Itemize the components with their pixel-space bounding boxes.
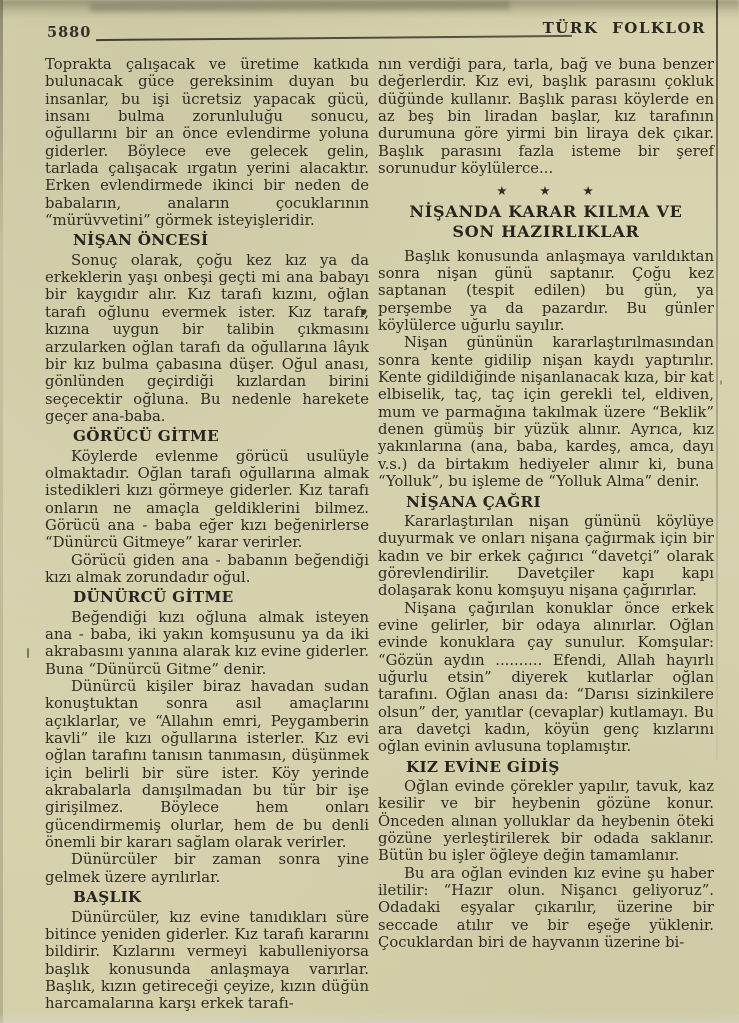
right-column (378, 56, 714, 951)
paragraph: Kararlaştırılan nişan gününü köylüye duyurmak ve onları nişana çağırmak için bir kadın ve bir erkek çağırıcı “davetçi” olarak görevlendirilir. Davetçiler kapı kapı dolaşarak konu komşuyu nişana çağırırlar. (378, 512, 714, 600)
scan-left-edge-shadow (0, 0, 3, 1023)
paragraph: Oğlan evinde çörekler yapılır, tavuk, kaz kesilir ve bir heybenin gözüne konur. Önceden alınan yolluklar da heybenin öteki gözüne yerleştirilerek bir odada saklanır. Bütün bu işler öğleye değin tamamlanır. (378, 778, 714, 865)
section-heading-nisana-cagri: NİŞANA ÇAĞRI (406, 492, 541, 511)
section-heading-baslik: BAŞLIK (73, 888, 142, 907)
scan-gutter-line (716, 0, 718, 760)
ink-speck (720, 380, 722, 385)
paragraph: Dünürcüler, kız evine tanıdıkları süre bitince yeniden giderler. Kız tarafı kararını bildirir. Kızlarını vermeyi kabulleniyorsa başlık konusunda anlaşmaya varırlar. Başlık, kızın getireceği çeyize, kızın düğün harcamalarına karşı erkek tarafı- (45, 908, 369, 1013)
paragraph: Köylerde evlenme görücü usulüyle olmaktadır. Oğlan tarafı oğullarına almak istedikleri kızı görmeye giderler. Kız tarafı onların ne amaçla geldiklerini bilmez. Görücü ana - baba eğer kızı beğenirlerse “Dünürcü Gitmeye” karar verirler. (45, 447, 369, 552)
paragraph: nın verdiği para, tarla, bağ ve buna benzer değerlerdir. Kız evi, başlık parasını çokluk düğünde kullanır. Başlık parası köylerde en az beş bin liradan başlar, kız tarafının durumuna göre yirmi bin liraya dek çıkar. Başlık parasını fazla isteme bir şeref sorunudur köylülerce... (378, 56, 714, 178)
paragraph: Başlık konusunda anlaşmaya varıldıktan sonra nişan günü saptanır. Çoğu kez saptanan (tespit edilen) bu gün, ya perşembe ya da pazardır. Bu günler köylülerce uğurlu sayılır. (378, 247, 714, 335)
paragraph: Görücü giden ana - babanın beğendiği kızı almak zorundadır oğul. (45, 551, 369, 586)
journal-title: TÜRK FOLKLOR (542, 19, 706, 37)
scan-bottom-band (0, 1013, 739, 1023)
paragraph: Dünürcüler bir zaman sonra yine gelmek üzere ayrılırlar. (45, 851, 369, 886)
paragraph: Bu ara oğlan evinden kız evine şu haber iletilir: “Hazır olun. Nişancı geliyoruz”. Odadaki eşyalar çıkarılır, üzerine bir seccade atılır ve bir eşeğe yüklenir. Çocuklardan biri de hayvanın üzerine bi- (378, 864, 714, 952)
section-heading-kiz-evine-gidis: KIZ EVİNE GİDİŞ (406, 757, 560, 776)
ink-speck (27, 648, 29, 658)
left-column (45, 56, 369, 1013)
paragraph: Dünürcü kişiler biraz havadan sudan konuştuktan sonra asıl amaçlarını açıklarlar, ve “Allahın emri, Peygamberin kavli” ile kızı oğullarına isterler. Kız evi oğlan tarafını tanısın tanımasın, düşünmek için belirli bir süre ister. Köy yerinde akrabalarla danışılmadan bu tür bir işe girişilmez. Böylece hem onları gücendirmemiş olurlar, hem de bu denli önemli bir kararı sağlam olarak verirler. (45, 678, 369, 852)
section-heading-gorucu-gitme: GÖRÜCÜ GİTME (73, 427, 220, 446)
section-heading-nisanda-karar-kilma: NİŞANDA KARAR KILMA VE SON HAZIRLIKLAR (409, 201, 683, 242)
paragraph: Sonuç olarak, çoğu kez kız ya da erkeklerin yaşı onbeşi geçti mi ana babayı bir kaygıdır alır. Kız tarafı kızını, oğlan tarafı oğlunu evermek ister. Kız tarafı, kızına uygun bir talibin çıkmasını arzularken oğlan tarafı da oğullarına lâyık bir kız bulma çabasına düşer. Oğul anası, gönlünden geçirdiği kızlardan birini seçecektir oğluna. Bu nedenle harekete geçer ana-baba. (45, 251, 369, 425)
paragraph: Toprakta çalışacak ve üretime katkıda bulunacak güce gereksinim duyan bu insanlar, bu işi ücretsiz yapacak gücü, insanı bulma zorunluluğu sonucu, oğullarını bir an önce evlendirme yoluna giderler. Böylece eve gelecek gelin, tarlada çalışacak ırgatın yerini alacaktır. Erken evlendirmede ikinci bir neden de babaların, anaların çocuklarının “mürüvvetini” görmek isteyişleridir. (45, 56, 369, 230)
stars-separator: ★ ★ ★ (496, 183, 608, 199)
page-number: 5880 (47, 24, 92, 41)
section-heading-dunurcu-gitme: DÜNÜRCÜ GİTME (73, 588, 234, 607)
section-heading-nisan-oncesi: NİŞAN ÖNCESİ (73, 231, 209, 250)
paragraph: Beğendiği kızı oğluna almak isteyen ana - baba, iki yakın komşusunu ya da iki akrabasını yanına alarak kız evine giderler. Buna “Dünürcü Gitme” denir. (45, 608, 369, 678)
header-rule (96, 35, 572, 41)
paragraph: Nişan gününün kararlaştırılmasından sonra kente gidilip nişan kaydı yaptırılır. Kente gidildiğinde nişanlanacak kıza, bir kat elbiselik, taç, taç için gerekli tel, eldiven, mum ve parmağına takılmak üzere “Beklik” denen gümüş bir yüzük alınır. Ayrıca, kız yakınlarına (ana, baba, kardeş, amca, dayı v.s.) da birtakım hediyeler alınır ki, buna “Yolluk”, bu işleme de “Yolluk Alma” denir. (378, 334, 714, 491)
paragraph: Nişana çağırılan konuklar önce erkek evine gelirler, bir odaya alınırlar. Oğlan evinde konuklara çay sunulur. Komşular: “Gözün aydın .......... Efendi, Allah hayırlı uğurlu etsin” diyerek kutlarlar oğlan tarafını. Oğlan anası da: “Darısı sizinkilere olsun” der, yanıtlar (cevaplar) kutlamayı. Bu ara davetçi kadın, köyün genç kızlarını oğlan evinin avlusuna toplamıştır. (378, 599, 714, 756)
